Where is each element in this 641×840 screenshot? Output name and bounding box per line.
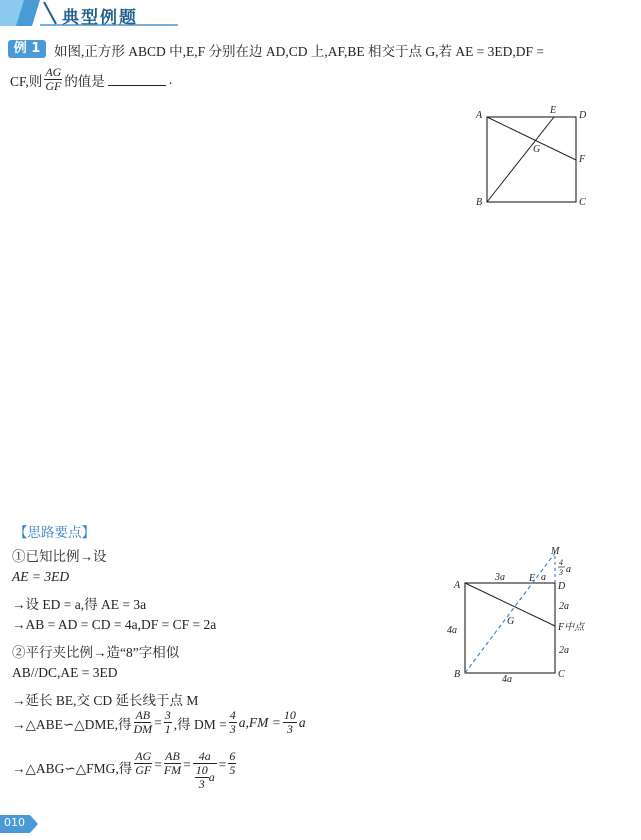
question-line-1: 如图,正方形 ABCD 中,E,F 分别在边 AD,CD 上,AF,BE 相交于点 G,若 AE = 3ED,DF = [54, 44, 545, 59]
tips-line-6: AB//DC,AE = 3ED [12, 665, 118, 680]
tips-title: 【思路要点】 [14, 525, 95, 541]
dim-bc: 4a [502, 674, 512, 685]
label-a-2: A [454, 580, 461, 591]
square-abcd-2 [465, 583, 555, 673]
question-text-end: 的值是 [64, 73, 105, 89]
fraction-4a-over-10-3a: 4a $\frac{10}{3}$ a [193, 750, 217, 791]
fraction-ag-gf-2: $\frac{AG}{GF}$ [135, 749, 152, 777]
label-a: A [476, 110, 483, 121]
square-figure-1 [470, 104, 600, 210]
label-c-2: C [558, 669, 565, 680]
answer-blank[interactable] [108, 73, 166, 86]
dim-fc: 2a [559, 645, 569, 656]
segment-be [487, 117, 554, 202]
fraction-10-3: $\frac{10}{3}$ [283, 708, 296, 736]
dim-md-a: a [566, 564, 571, 575]
square-figure-2 [445, 545, 625, 685]
fraction-4-3: $\frac{4}{3}$ [229, 708, 236, 736]
tips-line-9: →△ABG∽△FMG,得 $\frac{AG}{GF}$ = $\frac{AB}{FM}$ = 4a $\frac{10}{3}$ a = $\frac{6}{5}$ [12, 749, 236, 791]
tips-line-2: AE = 3ED [12, 569, 70, 584]
label-b: B [476, 197, 483, 208]
dim-df: 2a [559, 601, 569, 612]
question-text: CF,则 [10, 73, 43, 89]
fraction-ag-gf: $\frac{AG}{GF}$ [45, 65, 62, 93]
page-number: 010 [4, 816, 25, 829]
label-g-2: G [507, 616, 515, 627]
label-d-2: D [558, 581, 566, 592]
example-tag: 例 1 [8, 40, 46, 58]
label-f-2: F中点 [558, 622, 585, 633]
label-e-2: E [529, 573, 536, 584]
segment-af [487, 117, 576, 160]
dim-md-den: 3 [559, 568, 563, 577]
label-b-2: B [454, 669, 461, 680]
fraction-ab-dm: $\frac{AB}{DM}$ [133, 708, 153, 736]
tips-line-3: →设 ED = a,得 AE = 3a [12, 597, 147, 612]
label-c: C [579, 197, 586, 208]
tips-line-1: ①已知比例→设 [12, 549, 107, 564]
tips-line-8: →△ABE∽△DME,得 $\frac{AB}{DM}$ = $\frac{3}{1}$ ,得 DM = $\frac{4}{3}$ a,FM = $\frac{10}{3}$ a [12, 708, 306, 736]
tips-line-7: →延长 BE,交 CD 延长线于点 M [12, 693, 199, 708]
dim-ae: 3a [495, 572, 505, 583]
dim-ab: 4a [447, 625, 457, 636]
tips-line-4: →AB = AD = CD = 4a,DF = CF = 2a [12, 617, 217, 632]
dim-ed: a [541, 572, 546, 583]
label-f: F [579, 154, 586, 165]
fraction-6-5: $\frac{6}{5}$ [229, 749, 236, 777]
question-line-2: CF,则 $\frac{AG}{GF}$ 的值是 . [10, 65, 173, 93]
dashed-line-bm [465, 553, 555, 673]
label-d: D [579, 110, 587, 121]
label-e: E [550, 105, 557, 116]
label-g: G [533, 144, 541, 155]
dim-md-num: 4 [559, 558, 563, 567]
fraction-3-1: $\frac{3}{1}$ [164, 708, 171, 736]
section-title: 典型例题 [62, 8, 138, 28]
fraction-ab-fm: $\frac{AB}{FM}$ [163, 749, 182, 777]
tips-line-5: ②平行夹比例→造“8”字相似 [12, 645, 180, 660]
square-abcd [487, 117, 576, 202]
label-m: M [551, 546, 560, 557]
